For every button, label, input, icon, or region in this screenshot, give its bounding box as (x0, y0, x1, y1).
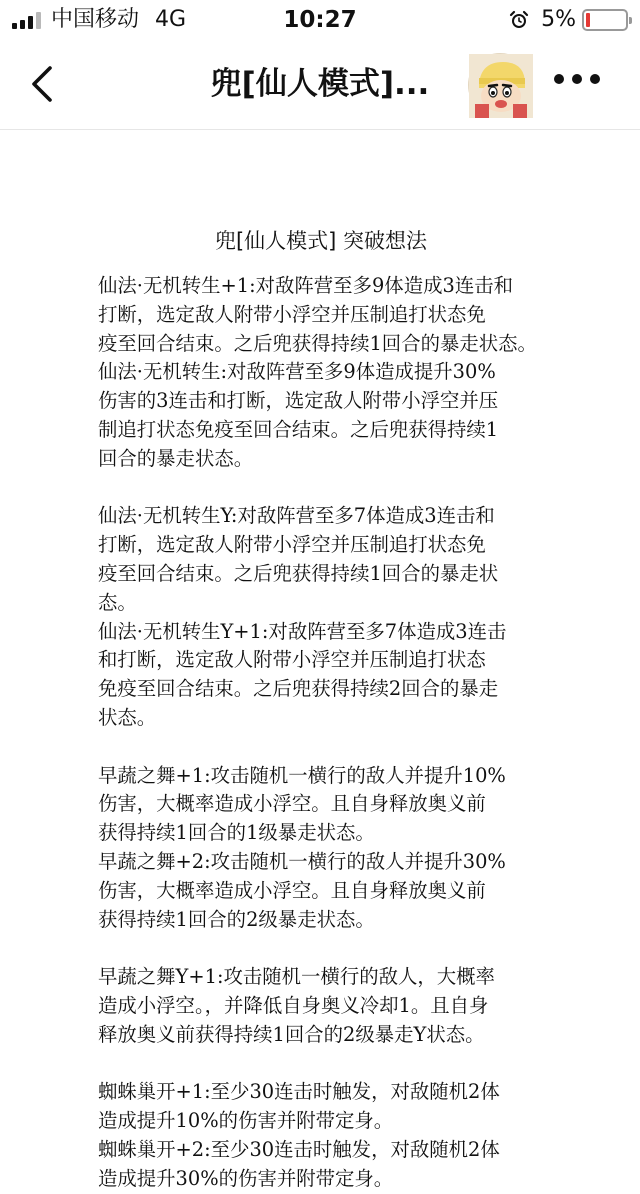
text-line: 蜘蛛巢开+2:至少30连击时触发，对敌随机2体 (98, 1137, 500, 1161)
text-line: 早蔬之舞+1:攻击随机一横行的敌人并提升10% (98, 763, 506, 787)
battery-level (586, 13, 590, 27)
battery-percent: 5% (541, 7, 576, 32)
network-type: 4G (155, 7, 187, 32)
text-line: 造成提升30%的伤害并附带定身。 (98, 1166, 394, 1190)
document-body (98, 272, 550, 1194)
battery-icon (582, 9, 628, 31)
paragraph-spacer (98, 733, 550, 762)
text-line: 造成提升10%的伤害并附带定身。 (98, 1109, 394, 1133)
text-line: 回合的暴走状态。 (98, 446, 254, 470)
text-line: 打断，选定敌人附带小浮空并压制追打状态免 (98, 302, 486, 326)
paragraph-spacer (98, 1050, 550, 1079)
text-line: 释放奥义前获得持续1回合的2级暴走Y状态。 (98, 1022, 485, 1046)
text-line: 早蔬之舞+2:攻击随机一横行的敌人并提升30% (98, 849, 506, 873)
document-title: 兜[仙人模式] 突破想法 (214, 229, 428, 253)
status-bar (0, 0, 640, 40)
text-line: 伤害的3连击和打断，选定敌人附带小浮空并压 (98, 389, 499, 413)
text-line: 状态。 (98, 705, 157, 729)
text-line: 蜘蛛巢开+1:至少30连击时触发，对敌随机2体 (98, 1080, 500, 1104)
document-content (98, 226, 550, 1194)
carrier-name: 中国移动 (51, 7, 140, 32)
text-line: 和打断，选定敌人附带小浮空并压制追打状态 (98, 648, 486, 672)
text-line: 制追打状态免疫至回合结束。之后兜获得持续1 (98, 417, 499, 441)
avatar[interactable] (468, 53, 532, 117)
cartoon-avatar-image (469, 54, 533, 118)
status-time: 10:27 (283, 7, 357, 33)
text-line: 仙法·无机转生+1:对敌阵营至多9体造成3连击和 (98, 274, 513, 297)
status-right (509, 6, 628, 34)
text-line: 仙法·无机转生Y+1:对敌阵营至多7体造成3连击 (98, 619, 507, 643)
text-line: 仙法·无机转生Y:对敌阵营至多7体造成3连击和 (98, 504, 495, 528)
text-line: 仙法·无机转生:对敌阵营至多9体造成提升30% (98, 360, 496, 384)
text-line: 获得持续1回合的1级暴走状态。 (98, 821, 375, 845)
text-line: 早蔬之舞Y+1:攻击随机一横行的敌人，大概率 (98, 965, 495, 989)
back-chevron-icon[interactable] (22, 62, 66, 106)
text-line: 获得持续1回合的2级暴走状态。 (98, 907, 375, 931)
text-line: 疫至回合结束。之后兜获得持续1回合的暴走状 (98, 561, 499, 585)
text-line: 造成小浮空。，并降低自身奥义冷却1。且自身 (98, 993, 489, 1017)
page-title: 兜[仙人模式]... (210, 66, 430, 102)
text-line: 打断，选定敌人附带小浮空并压制追打状态免 (98, 533, 486, 557)
alarm-clock-icon (509, 10, 529, 30)
text-line: 伤害，大概率造成小浮空。且自身释放奥义前 (98, 792, 486, 816)
paragraph-spacer (98, 934, 550, 963)
text-line: 疫至回合结束。之后兜获得持续1回合的暴走状态。 (98, 331, 537, 355)
text-line: 态。 (98, 590, 137, 614)
navigation-bar (0, 40, 640, 130)
more-dots-icon[interactable] (554, 74, 600, 84)
text-line: 免疫至回合结束。之后兜获得持续2回合的暴走 (98, 677, 499, 701)
text-line: 伤害，大概率造成小浮空。且自身释放奥义前 (98, 878, 486, 902)
paragraph-spacer (98, 474, 550, 503)
